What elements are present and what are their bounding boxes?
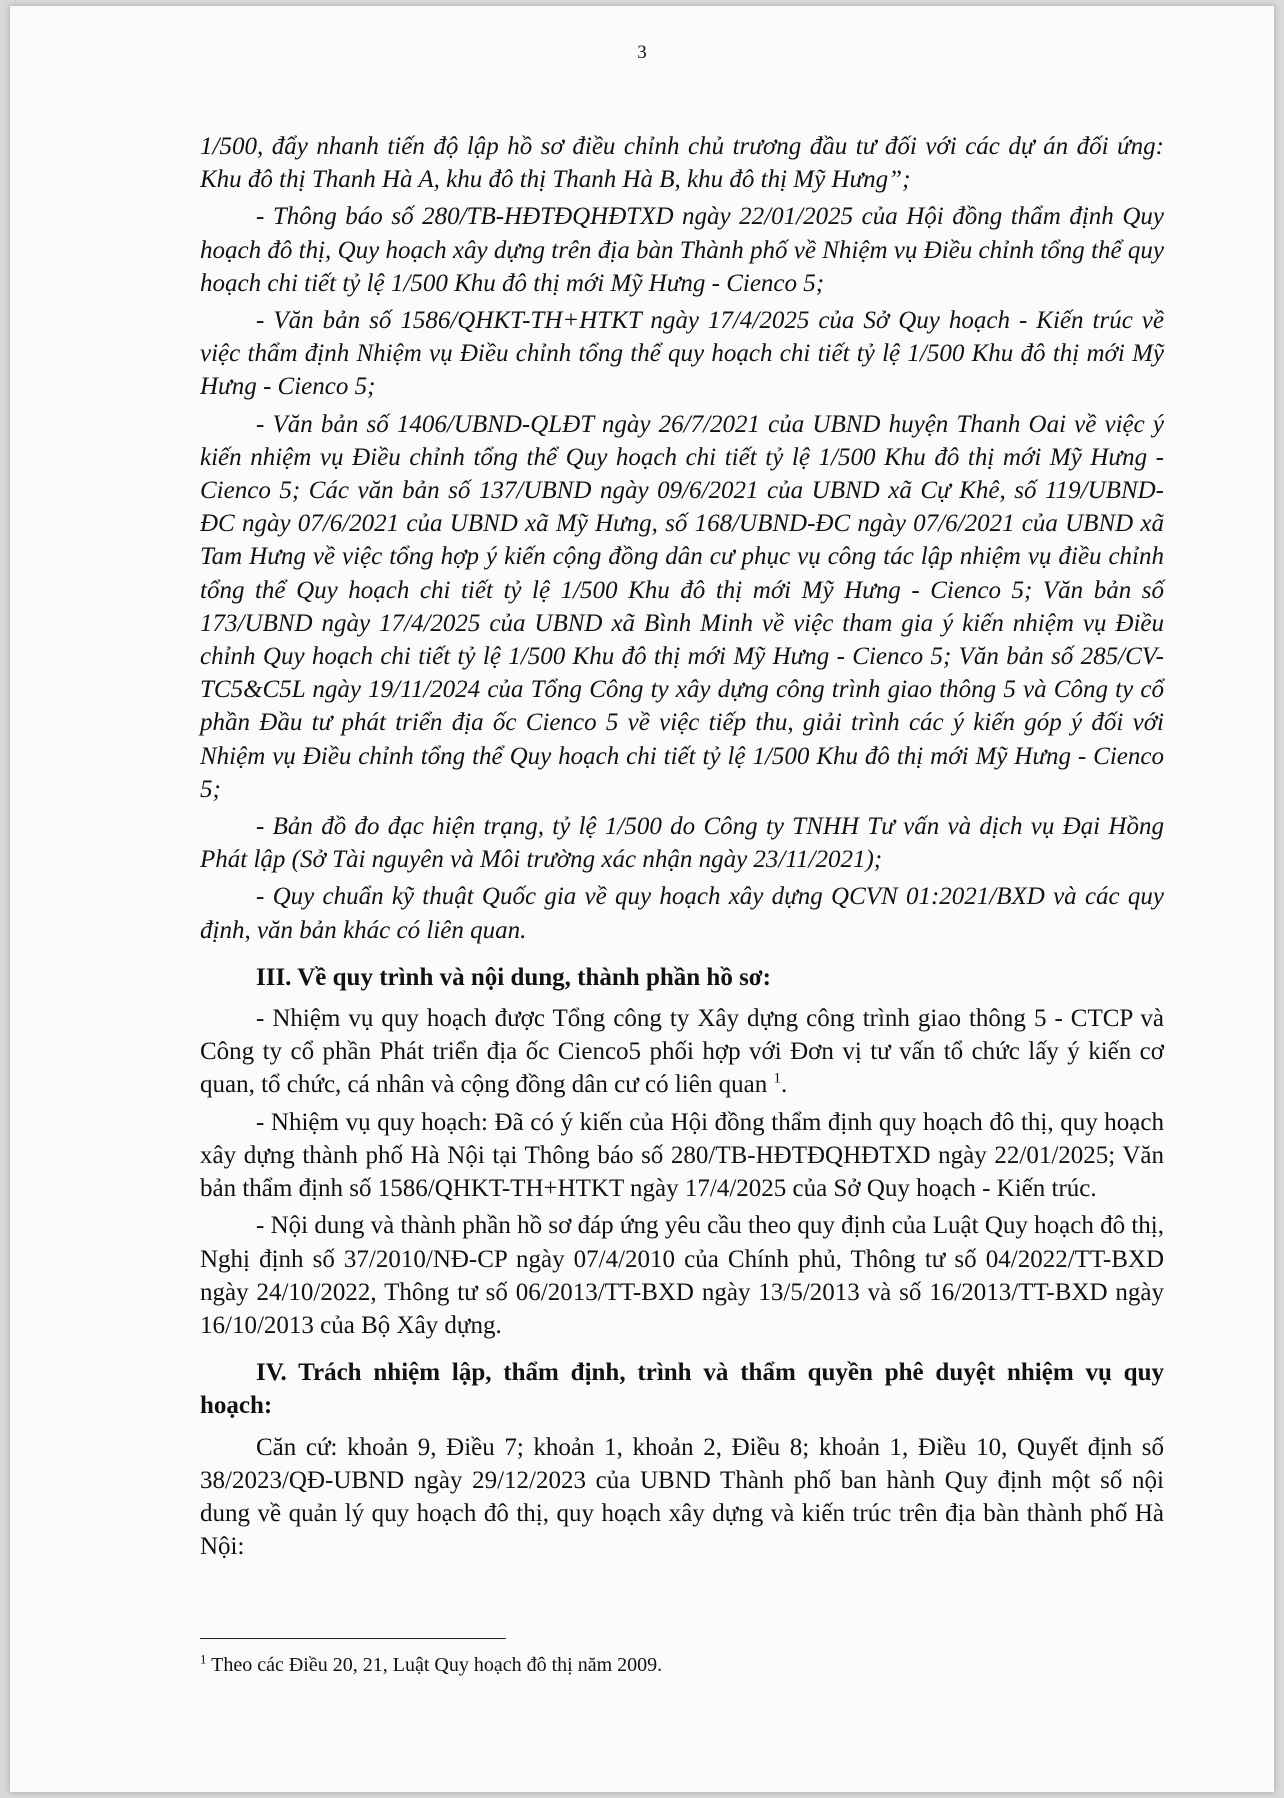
document-page — [10, 6, 1274, 1792]
footnote-marker: 1 — [200, 1651, 207, 1667]
footnote-divider — [200, 1638, 506, 1639]
paragraph-responsibility: Căn cứ: khoản 9, Điều 7; khoản 1, khoản 2, Điều 8; khoản 1, Điều 10, Quyết định số 38/2023/QĐ-UBND ngày 29/12/2023 của UBND Thành phố ban hành Quy định một số nội dung về quản lý quy hoạch đô thị, quy hoạch xây dựng và kiến trúc trên địa bàn thành phố Hà Nội: — [200, 1433, 1164, 1561]
section-heading-iv: IV. Trách nhiệm lập, thẩm định, trình và thẩm quyền phê duyệt nhiệm vụ quy hoạch: — [200, 1359, 1164, 1420]
paragraph-process-1-text: - Nhiệm vụ quy hoạch được Tổng công ty Xây dựng công trình giao thông 5 - CTCP và Công ty cổ phần Phát triển địa ốc Cienco5 phối hợp với Đơn vị tư vấn tổ chức lấy ý kiến cơ quan, tổ chức, cá nhân và cộng đồng dân cư có liên quan — [200, 1005, 1164, 1099]
footnote — [200, 1652, 1100, 1678]
paragraph-legal-basis-5: - Quy chuẩn kỹ thuật Quốc gia về quy hoạch xây dựng QCVN 01:2021/BXD và các quy định, văn bản khác có liên quan. — [200, 883, 1164, 944]
paragraph-process-1 — [200, 1002, 1164, 1102]
section-heading-iii: III. Về quy trình và nội dung, thành phần hồ sơ: — [256, 963, 771, 991]
page-number: 3 — [637, 42, 647, 63]
paragraph-process-3: - Nội dung và thành phần hồ sơ đáp ứng yêu cầu theo quy định của Luật Quy hoạch đô thị, Nghị định số 37/2010/NĐ-CP ngày 07/4/2010 của Chính phủ, Thông tư số 04/2022/TT-BXD ngày 24/10/2022, Thông tư số 06/2013/TT-BXD ngày 13/5/2013 và số 16/2013/TT-BXD ngày 16/10/2013 của Bộ Xây dựng. — [200, 1212, 1164, 1339]
page-body — [200, 130, 1164, 1567]
paragraph-legal-basis-1: - Thông báo số 280/TB-HĐTĐQHĐTXD ngày 22/01/2025 của Hội đồng thẩm định Quy hoạch đô thị, Quy hoạch xây dựng trên địa bàn Thành phố về Nhiệm vụ Điều chỉnh tổng thể quy hoạch chi tiết tỷ lệ 1/500 Khu đô thị mới Mỹ Hưng - Cienco 5; — [200, 203, 1164, 297]
paragraph-process-2: - Nhiệm vụ quy hoạch: Đã có ý kiến của Hội đồng thẩm định quy hoạch đô thị, quy hoạch xây dựng thành phố Hà Nội tại Thông báo số 280/TB-HĐTĐQHĐTXD ngày 22/01/2025; Văn bản thẩm định số 1586/QHKT-TH+HTKT ngày 17/4/2025 của Sở Quy hoạch - Kiến trúc. — [200, 1108, 1164, 1203]
paragraph-legal-basis-2: - Văn bản số 1586/QHKT-TH+HTKT ngày 17/4/2025 của Sở Quy hoạch - Kiến trúc về việc thẩm định Nhiệm vụ Điều chỉnh tổng thể quy hoạch chi tiết tỷ lệ 1/500 Khu đô thị mới Mỹ Hưng - Cienco 5; — [200, 307, 1164, 401]
footnote-text: Theo các Điều 20, 21, Luật Quy hoạch đô thị năm 2009. — [206, 1654, 663, 1676]
paragraph-legal-basis-3: - Văn bản số 1406/UBND-QLĐT ngày 26/7/2021 của UBND huyện Thanh Oai về việc ý kiến nhiệm vụ Điều chỉnh tổng thể Quy hoạch chi tiết tỷ lệ 1/500 Khu đô thị mới Mỹ Hưng - Cienco 5; Các văn bản số 137/UBND ngày 09/6/2021 của UBND xã Cự Khê, số 119/UBND-ĐC ngày 07/6/2021 của UBND xã Mỹ Hưng, số 168/UBND-ĐC ngày 07/6/2021 của UBND xã Tam Hưng về việc tổng hợp ý kiến cộng đồng dân cư phục vụ công tác lập nhiệm vụ điều chỉnh tổng thể Quy hoạch chi tiết tỷ lệ 1/500 Khu đô thị mới Mỹ Hưng - Cienco 5; Văn bản số 173/UBND ngày 17/4/2025 của UBND xã Bình Minh về việc tham gia ý kiến nhiệm vụ Điều chỉnh Quy hoạch chi tiết tỷ lệ 1/500 Khu đô thị mới Mỹ Hưng - Cienco 5; Văn bản số 285/CV-TC5&C5L ngày 19/11/2024 của Tổng Công ty xây dựng công trình giao thông 5 và Công ty cổ phần Đầu tư phát triển địa ốc Cienco 5 về việc tiếp thu, giải trình các ý kiến góp ý đối với Nhiệm vụ Điều chỉnh tổng thể Quy hoạch chi tiết tỷ lệ 1/500 Khu đô thị mới Mỹ Hưng - Cienco 5; — [200, 410, 1164, 803]
paragraph-continuation: 1/500, đẩy nhanh tiến độ lập hồ sơ điều chỉnh chủ trương đầu tư đối với các dự án đối ứng: Khu đô thị Thanh Hà A, khu đô thị Thanh Hà B, khu đô thị Mỹ Hưng”; — [200, 133, 1164, 194]
footnote-reference: 1 — [773, 1071, 781, 1088]
paragraph-process-1-end: . — [780, 1071, 788, 1099]
paragraph-legal-basis-4: - Bản đồ đo đạc hiện trạng, tỷ lệ 1/500 do Công ty TNHH Tư vấn và dịch vụ Đại Hồng Phát lập (Sở Tài nguyên và Môi trường xác nhận ngày 23/11/2021); — [200, 813, 1164, 874]
